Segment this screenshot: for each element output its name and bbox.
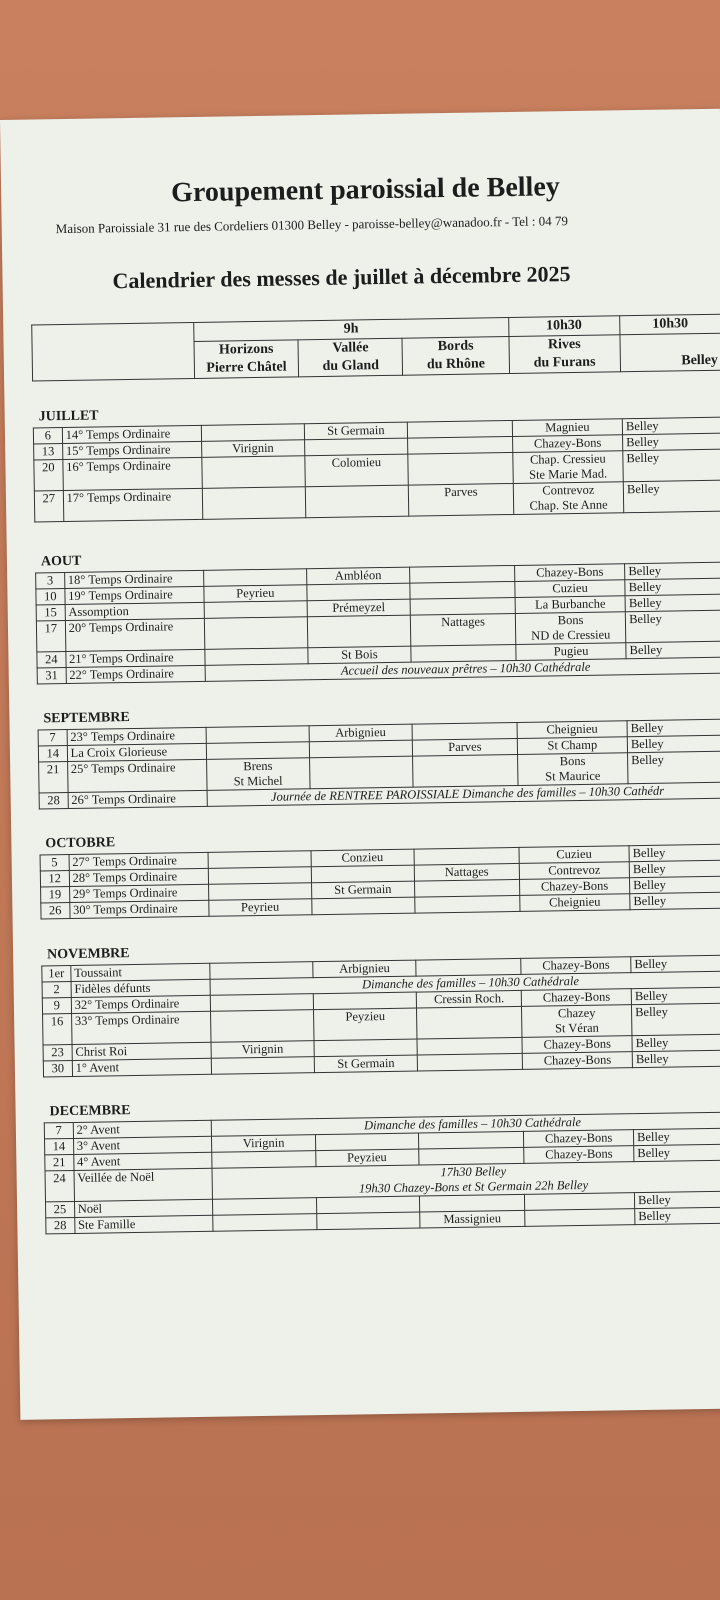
- cell-horizons: [212, 1151, 315, 1169]
- month-title: OCTOBRE: [45, 835, 116, 852]
- column-header-bords: Bords du Rhône: [402, 337, 509, 376]
- month-title: AOUT: [40, 553, 82, 570]
- day-number: 5: [40, 855, 69, 871]
- cell-horizons: [213, 1198, 316, 1216]
- liturgical-day: 29° Temps Ordinaire: [69, 884, 208, 902]
- cell-bords: [418, 1053, 523, 1071]
- cell-horizons: [205, 648, 308, 666]
- cell-rives: Chazey St Véran: [522, 1005, 632, 1038]
- cell-rives: Contrevoz: [519, 862, 629, 880]
- cell-horizons: [210, 994, 313, 1012]
- cell-bords: [411, 644, 516, 662]
- cell-bords: [419, 1194, 525, 1212]
- cell-vallee: [311, 897, 414, 915]
- cell-bords: [410, 565, 515, 583]
- cell-rives: Chazey-Bons: [515, 564, 625, 582]
- liturgical-day: 1° Avent: [72, 1058, 211, 1076]
- cell-belley: Belley: [635, 1207, 720, 1225]
- cell-rives: Chazey-Bons: [519, 878, 629, 896]
- cell-vallee: [309, 756, 413, 789]
- cell-rives: Cuzieu: [515, 580, 625, 598]
- special-note: Dimanche des familles – 10h30 Cathédrale: [210, 971, 720, 995]
- header-table: [31, 314, 720, 382]
- liturgical-day: 33° Temps Ordinaire: [71, 1011, 211, 1044]
- cell-vallee: [307, 615, 411, 648]
- cell-vallee: [311, 865, 414, 883]
- liturgical-day: 15° Temps Ordinaire: [62, 441, 201, 459]
- calendar-subtitle: Calendrier des messes de juillet à décembre 2025: [112, 261, 571, 294]
- month-title: JUILLET: [38, 408, 99, 425]
- day-number: 21: [45, 1154, 74, 1170]
- cell-vallee: [305, 485, 409, 518]
- cell-belley: Belley: [625, 594, 720, 612]
- cell-vallee: [304, 438, 408, 456]
- cell-horizons: Peyrieu: [204, 585, 307, 603]
- cell-vallee: Peyzieu: [315, 1149, 418, 1167]
- liturgical-day: Ste Famille: [74, 1215, 213, 1233]
- cell-rives: La Burbanche: [515, 596, 625, 614]
- header-empty-cell: [32, 322, 195, 381]
- cell-vallee: [309, 740, 413, 758]
- day-number: 15: [36, 605, 65, 621]
- cell-belley: Belley: [623, 433, 720, 451]
- month-table: [38, 719, 720, 810]
- cell-horizons: [202, 456, 306, 489]
- liturgical-day: 20° Temps Ordinaire: [65, 618, 205, 651]
- cell-belley: Belley: [625, 562, 720, 580]
- cell-belley: Belley: [630, 892, 720, 910]
- cell-vallee: St Germain: [311, 881, 414, 899]
- day-number: 14: [45, 1138, 74, 1154]
- cell-bords: [417, 1037, 522, 1055]
- cell-horizons: [204, 569, 307, 587]
- cell-belley: Belley: [623, 480, 720, 513]
- month-table: [35, 562, 720, 685]
- liturgical-day: Veillée de Noël: [74, 1168, 213, 1201]
- cell-vallee: Arbignieu: [313, 960, 417, 978]
- day-number: 17: [36, 621, 65, 652]
- cell-vallee: St Germain: [304, 422, 408, 440]
- liturgical-day: 4° Avent: [73, 1152, 212, 1170]
- liturgical-day: 27° Temps Ordinaire: [69, 852, 208, 870]
- day-number: 24: [45, 1170, 74, 1201]
- cell-rives: Bons ND de Cressieu: [515, 612, 626, 645]
- day-number: 26: [41, 903, 70, 919]
- cell-bords: [415, 895, 520, 913]
- cell-vallee: Conzieu: [311, 849, 414, 867]
- cell-vallee: [307, 583, 411, 601]
- cell-horizons: Peyrieu: [208, 899, 311, 917]
- cell-bords: Massignieu: [419, 1210, 525, 1228]
- cell-belley: Belley: [626, 641, 720, 659]
- day-number: 13: [34, 444, 63, 460]
- liturgical-day: Fidèles défunts: [71, 979, 210, 997]
- day-number: 14: [38, 746, 67, 762]
- cell-belley: Belley: [631, 955, 720, 973]
- column-header-belley: Belley: [620, 333, 720, 372]
- liturgical-day: 23° Temps Ordinaire: [67, 727, 206, 745]
- liturgical-day: Noël: [74, 1199, 213, 1217]
- day-number: 2: [42, 981, 71, 997]
- cell-rives: Chazey-Bons: [524, 1146, 634, 1164]
- cell-horizons: [208, 883, 311, 901]
- liturgical-day: 19° Temps Ordinaire: [65, 586, 205, 604]
- cell-bords: [408, 436, 513, 454]
- cell-rives: Chazey-Bons: [522, 1052, 632, 1070]
- cell-horizons: Virignin: [211, 1041, 314, 1059]
- cell-belley: Belley: [622, 417, 720, 435]
- day-number: 16: [43, 1013, 72, 1044]
- cell-bords: Nattages: [414, 863, 519, 881]
- cell-rives: [525, 1193, 635, 1211]
- cell-horizons: Virignin: [201, 440, 304, 458]
- day-number: 3: [36, 573, 65, 589]
- liturgical-day: 2° Avent: [73, 1120, 212, 1138]
- cell-bords: [416, 958, 521, 976]
- cell-horizons: [206, 726, 309, 744]
- day-number: 7: [44, 1122, 73, 1138]
- cell-rives: Magnieu: [512, 419, 622, 437]
- day-number: 12: [40, 871, 69, 887]
- time-1030-belley: 10h30: [619, 314, 720, 335]
- cell-vallee: St Germain: [314, 1055, 418, 1073]
- cell-vallee: [316, 1212, 419, 1230]
- month-table: [40, 844, 720, 920]
- cell-vallee: [313, 992, 417, 1010]
- liturgical-day: Toussaint: [71, 963, 210, 981]
- cell-bords: [410, 597, 515, 615]
- cell-bords: Parves: [408, 483, 513, 516]
- cell-horizons: [213, 1214, 316, 1232]
- cell-vallee: Arbignieu: [309, 724, 413, 742]
- cell-horizons: [204, 601, 307, 619]
- liturgical-day: La Croix Glorieuse: [67, 743, 206, 761]
- cell-vallee: [316, 1196, 419, 1214]
- special-note: Dimanche des familles – 10h30 Cathédrale: [212, 1112, 720, 1136]
- day-number: 28: [46, 1217, 75, 1233]
- liturgical-day: 32° Temps Ordinaire: [71, 995, 210, 1013]
- cell-belley: Belley: [632, 1050, 720, 1068]
- day-number: 7: [38, 730, 67, 746]
- month-title: DECEMBRE: [49, 1103, 131, 1120]
- cell-belley: Belley: [629, 844, 720, 862]
- liturgical-day: Assomption: [65, 602, 205, 620]
- special-note: 17h30 Belley 19h30 Chazey-Bons et St Germain 22h Belley: [212, 1160, 720, 1199]
- time-1030-rives: 10h30: [508, 316, 619, 337]
- cell-belley: Belley: [632, 1003, 720, 1036]
- cell-rives: Chazey-Bons: [512, 435, 622, 453]
- month-title: NOVEMBRE: [47, 946, 130, 963]
- cell-horizons: Virignin: [212, 1135, 315, 1153]
- cell-belley: Belley: [631, 987, 720, 1005]
- cell-rives: Chap. Cressieu Ste Marie Mad.: [513, 451, 624, 484]
- liturgical-day: 28° Temps Ordinaire: [69, 868, 208, 886]
- cell-vallee: [314, 1039, 418, 1057]
- cell-belley: Belley: [634, 1191, 720, 1209]
- cell-vallee: Ambléon: [306, 567, 410, 585]
- cell-bords: [407, 420, 512, 438]
- day-number: 10: [36, 589, 65, 605]
- cell-belley: Belley: [628, 751, 720, 784]
- day-number: 19: [41, 887, 70, 903]
- paper-sheet: [0, 109, 720, 1420]
- cell-belley: Belley: [633, 1128, 720, 1146]
- cell-rives: Chazey-Bons: [521, 957, 631, 975]
- cell-vallee: Colomieu: [305, 454, 409, 487]
- cell-belley: Belley: [626, 610, 720, 643]
- cell-belley: Belley: [623, 449, 720, 482]
- month-table: [33, 417, 720, 523]
- liturgical-day: 18° Temps Ordinaire: [64, 570, 204, 588]
- cell-bords: Nattages: [410, 613, 515, 646]
- cell-horizons: [204, 617, 307, 650]
- cell-belley: Belley: [634, 1144, 720, 1162]
- cell-horizons: [210, 1010, 314, 1043]
- cell-belley: Belley: [630, 876, 720, 894]
- cell-horizons: [206, 742, 309, 760]
- cell-bords: [412, 722, 517, 740]
- day-number: 24: [37, 652, 66, 668]
- cell-horizons: [202, 487, 306, 520]
- day-number: 23: [43, 1044, 72, 1060]
- cell-belley: Belley: [625, 578, 720, 596]
- cell-bords: [413, 754, 518, 787]
- cell-vallee: Peyzieu: [313, 1008, 417, 1041]
- cell-bords: Parves: [412, 738, 517, 756]
- day-number: 6: [33, 428, 62, 444]
- cell-rives: Chazey-Bons: [522, 1036, 632, 1054]
- cell-vallee: St Bois: [308, 646, 412, 664]
- liturgical-day: 3° Avent: [73, 1136, 212, 1154]
- cell-bords: Cressin Roch.: [417, 990, 522, 1008]
- special-note: Journée de RENTREE PAROISSIALE Dimanche des familles – 10h30 Cathédr: [207, 782, 720, 806]
- day-number: 21: [39, 762, 68, 793]
- cell-rives: Cuzieu: [519, 846, 629, 864]
- cell-rives: Contrevoz Chap. Ste Anne: [513, 482, 624, 515]
- cell-vallee: [315, 1133, 418, 1151]
- cell-bords: [414, 879, 519, 897]
- page-title: Groupement paroissial de Belley: [170, 171, 561, 209]
- cell-rives: Cheignieu: [520, 894, 630, 912]
- special-note: Accueil des nouveaux prêtres – 10h30 Cathédrale: [205, 657, 720, 681]
- cell-rives: Chazey-Bons: [521, 989, 631, 1007]
- cell-rives: [525, 1209, 635, 1227]
- month-table: [44, 1112, 720, 1235]
- day-number: 28: [39, 793, 68, 809]
- liturgical-day: 16° Temps Ordinaire: [63, 457, 203, 490]
- cell-rives: Bons St Maurice: [517, 753, 628, 786]
- liturgical-day: 14° Temps Ordinaire: [62, 425, 201, 443]
- liturgical-day: 21° Temps Ordinaire: [65, 649, 205, 667]
- day-number: 9: [42, 997, 71, 1013]
- cell-rives: St Champ: [517, 737, 627, 755]
- day-number: 30: [43, 1060, 72, 1076]
- day-number: 1er: [42, 965, 71, 981]
- cell-belley: Belley: [627, 719, 720, 737]
- cell-bords: [408, 452, 513, 485]
- day-number: 27: [34, 491, 63, 522]
- month-title: SEPTEMBRE: [43, 710, 130, 727]
- day-number: 31: [37, 668, 66, 684]
- liturgical-day: 30° Temps Ordinaire: [69, 900, 208, 918]
- liturgical-day: Christ Roi: [72, 1042, 211, 1060]
- cell-horizons: [208, 867, 311, 885]
- cell-bords: [418, 1147, 524, 1165]
- month-table: [41, 955, 720, 1078]
- cell-rives: Cheignieu: [517, 721, 627, 739]
- cell-horizons: Brens St Michel: [206, 758, 309, 791]
- cell-bords: [418, 1131, 524, 1149]
- cell-vallee: Prémeyzel: [307, 599, 411, 617]
- cell-belley: Belley: [632, 1034, 720, 1052]
- address-line: Maison Paroissiale 31 rue des Cordeliers 01300 Belley - paroisse-belley@wanadoo.fr - Tel : 04 79: [55, 213, 569, 237]
- time-9h: 9h: [194, 318, 509, 342]
- day-number: 25: [45, 1201, 74, 1217]
- liturgical-day: 17° Temps Ordinaire: [63, 488, 203, 521]
- column-header-horizons: Horizons Pierre Châtel: [194, 340, 299, 379]
- cell-horizons: [208, 851, 311, 869]
- cell-belley: Belley: [627, 735, 720, 753]
- day-number: 20: [34, 460, 63, 491]
- cell-rives: Chazey-Bons: [524, 1130, 634, 1148]
- liturgical-day: 22° Temps Ordinaire: [66, 665, 206, 683]
- cell-bords: [417, 1006, 522, 1039]
- column-header-rives: Rives du Furans: [509, 335, 621, 374]
- liturgical-day: 25° Temps Ordinaire: [67, 759, 207, 792]
- cell-horizons: [210, 962, 313, 980]
- cell-belley: Belley: [629, 860, 720, 878]
- cell-rives: Pugieu: [516, 643, 626, 661]
- column-header-vallee: Vallée du Gland: [298, 338, 403, 377]
- liturgical-day: 26° Temps Ordinaire: [68, 790, 207, 808]
- cell-horizons: [211, 1057, 314, 1075]
- cell-bords: [414, 847, 519, 865]
- cell-bords: [410, 581, 515, 599]
- cell-horizons: [201, 424, 304, 442]
